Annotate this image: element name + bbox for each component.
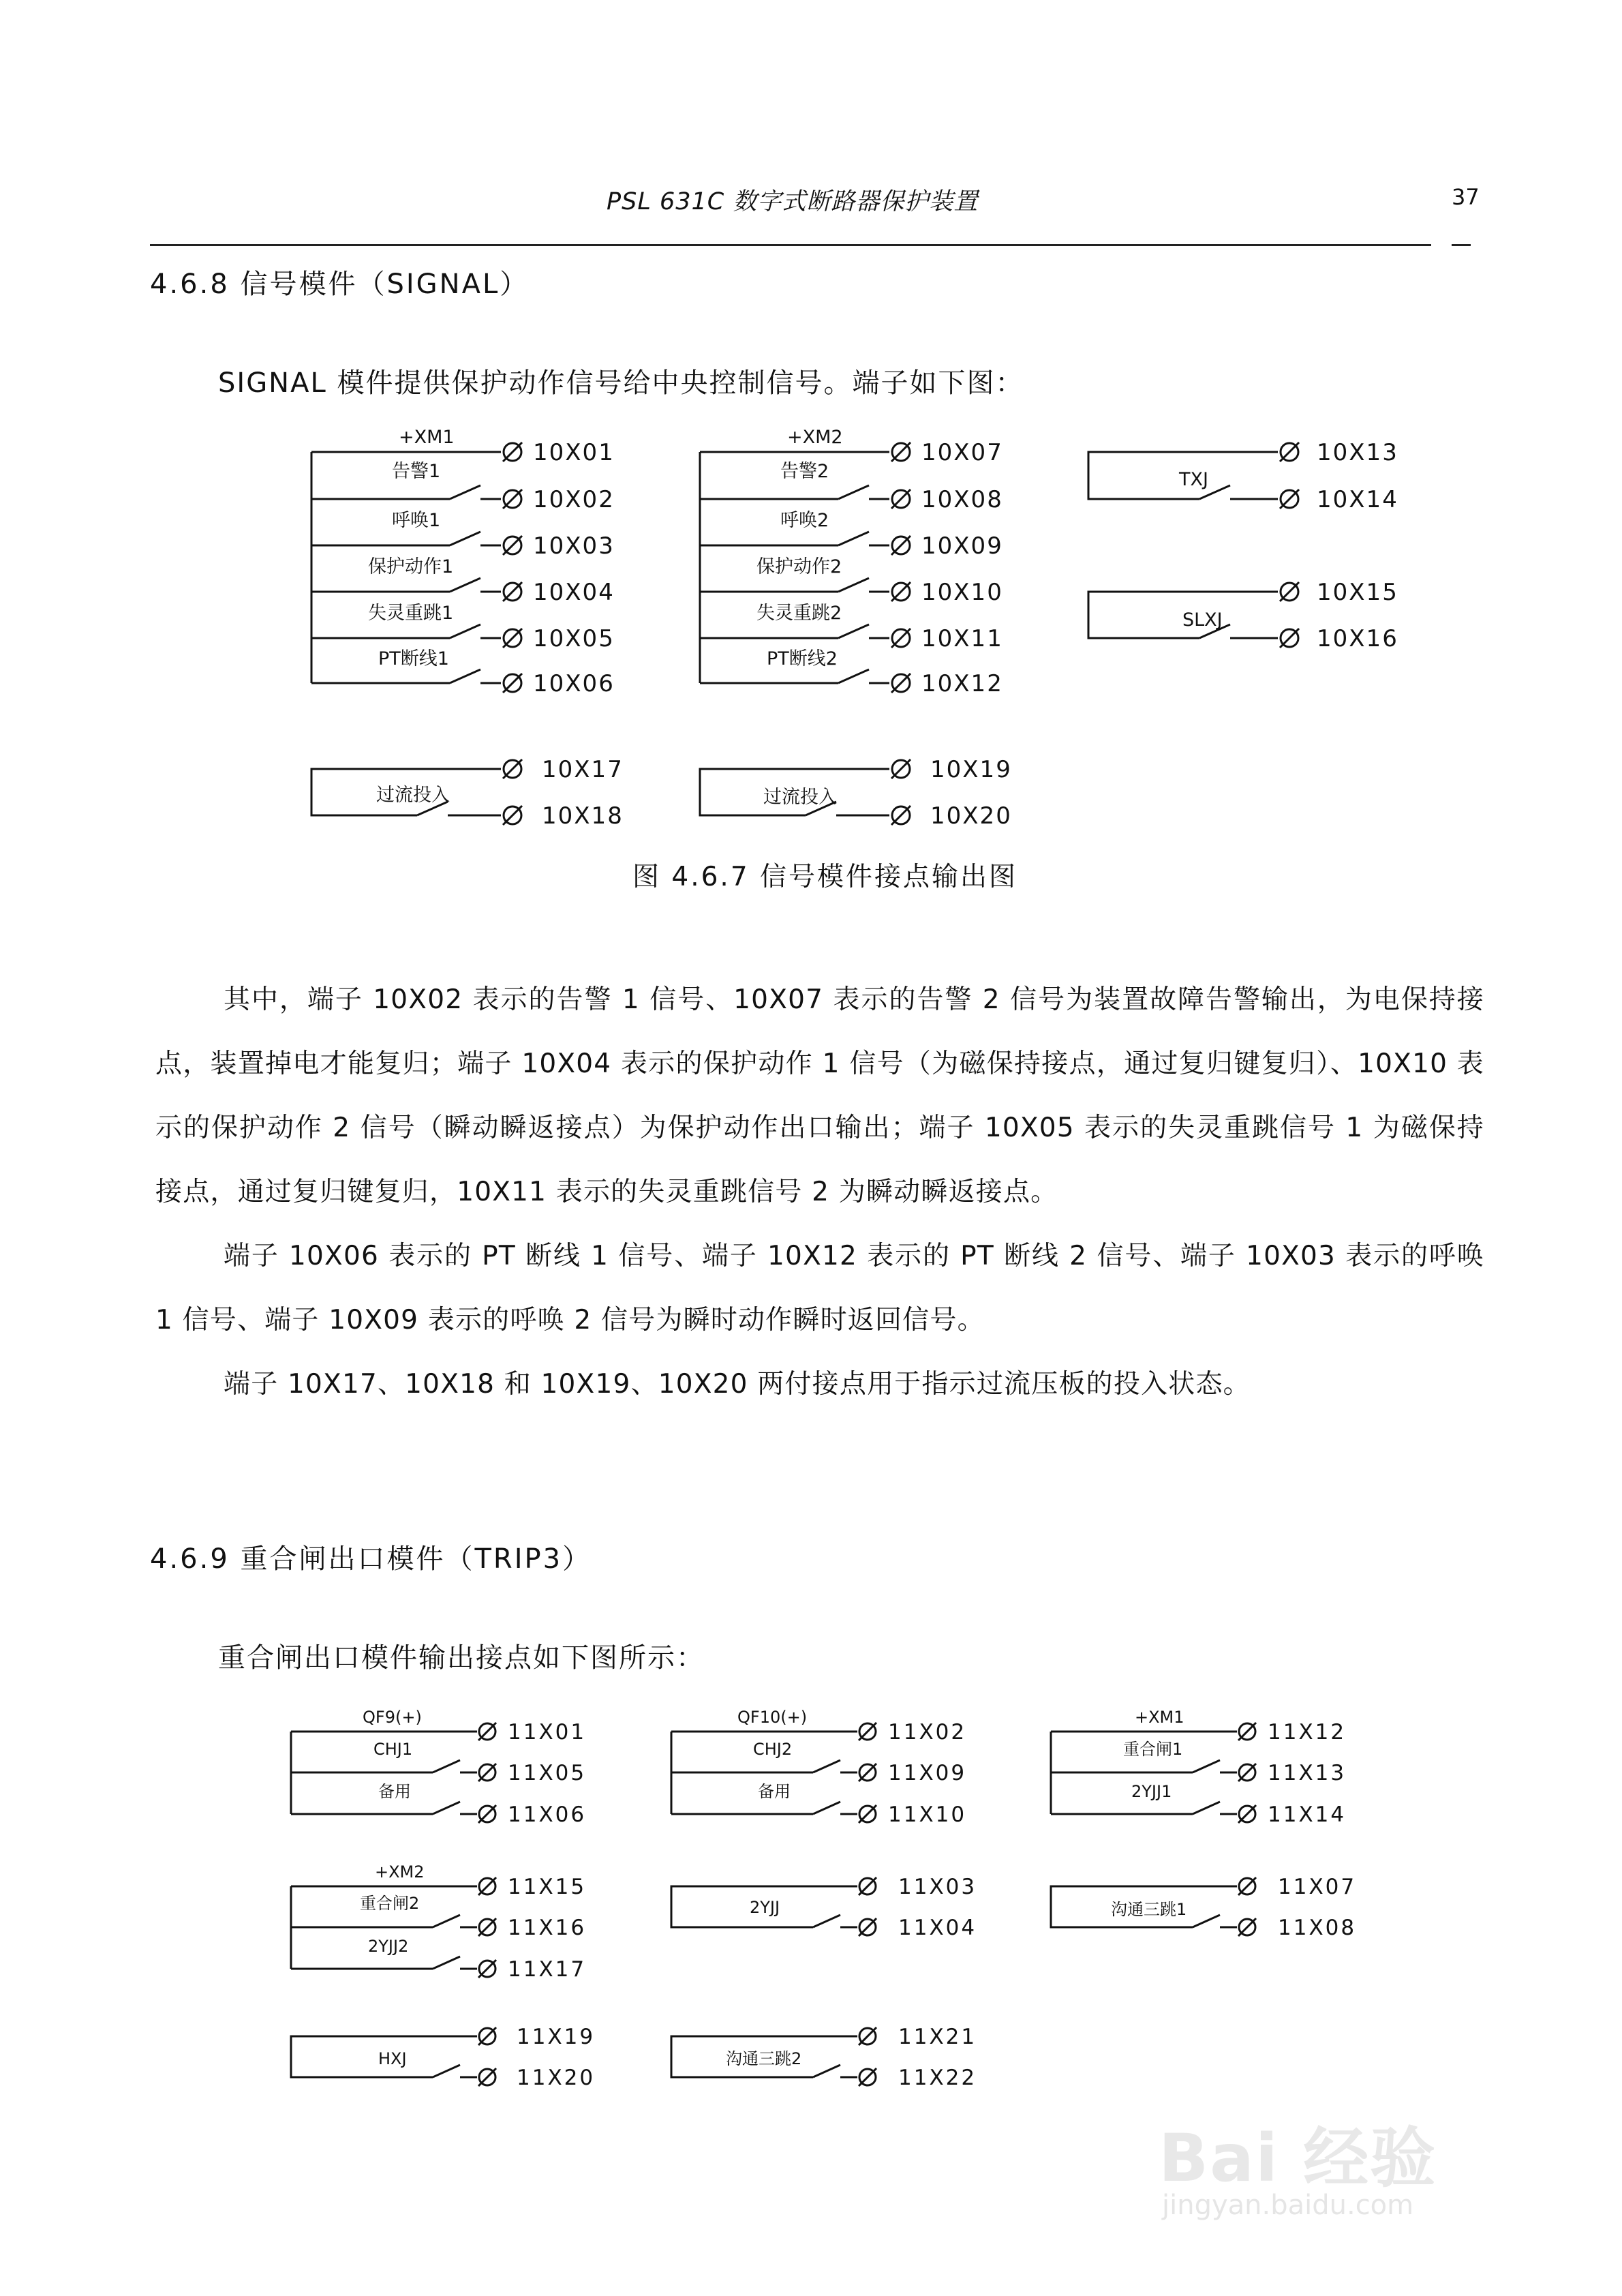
t-p3-label: HXJ bbox=[378, 2049, 407, 2068]
t-g1-terminal-1: 11X01 bbox=[508, 1720, 587, 1744]
t-g2-label-2: 备用 bbox=[758, 1782, 791, 1801]
g2-label-3: 保护动作2 bbox=[756, 556, 842, 577]
t-g1-terminal-2: 11X05 bbox=[508, 1761, 587, 1785]
watermark-url: jingyan.baidu.com bbox=[1162, 2190, 1414, 2221]
g2-terminal-2: 10X08 bbox=[921, 486, 1003, 513]
t-g3-label-2: 2YJJ1 bbox=[1131, 1782, 1172, 1801]
g2-terminal-4: 10X10 bbox=[921, 579, 1003, 606]
g1-terminal-4: 10X04 bbox=[533, 579, 615, 606]
t-g1-source: QF9(+) bbox=[363, 1708, 422, 1727]
t-g4-terminal-2: 11X16 bbox=[508, 1916, 587, 1940]
g1-terminal-5: 10X05 bbox=[533, 625, 615, 652]
g1-label-1: 告警1 bbox=[392, 461, 441, 482]
t-p4-terminal-1: 11X21 bbox=[898, 2025, 977, 2049]
t-p2-label: 沟通三跳1 bbox=[1111, 1900, 1187, 1919]
t-g3-label-1: 重合闸1 bbox=[1123, 1740, 1183, 1759]
over1-terminal-2: 10X18 bbox=[542, 802, 624, 830]
t-g4-terminal-3: 11X17 bbox=[508, 1957, 587, 1982]
page-number-rule bbox=[1452, 244, 1471, 246]
t-p1-terminal-1: 11X03 bbox=[898, 1875, 977, 1899]
t-g2-source: QF10(+) bbox=[737, 1708, 808, 1727]
g1-source-label: +XM1 bbox=[399, 427, 455, 448]
slxj-label: SLXJ bbox=[1182, 609, 1223, 631]
g1-label-5: PT断线1 bbox=[378, 648, 449, 669]
t-g1-terminal-3: 11X06 bbox=[508, 1802, 587, 1827]
g2-terminal-1: 10X07 bbox=[921, 439, 1003, 466]
g1-terminal-3: 10X03 bbox=[533, 532, 615, 560]
header-title: PSL 631C 数字式断路器保护装置 bbox=[607, 188, 979, 215]
txj-terminal-1: 10X13 bbox=[1317, 439, 1398, 466]
over1-label: 过流投入 bbox=[376, 785, 450, 806]
g2-label-1: 告警2 bbox=[780, 461, 829, 482]
g2-terminal-6: 10X12 bbox=[921, 670, 1003, 697]
over2-terminal-2: 10X20 bbox=[930, 802, 1012, 830]
t-g3-terminal-2: 11X13 bbox=[1268, 1761, 1347, 1785]
t-p1-label: 2YJJ bbox=[750, 1898, 780, 1917]
over1-terminal-1: 10X17 bbox=[542, 756, 624, 783]
signal-module-diagram bbox=[0, 409, 1622, 845]
g2-label-4: 失灵重跳2 bbox=[756, 603, 842, 624]
t-p2-terminal-2: 11X08 bbox=[1278, 1916, 1357, 1940]
t-p3-terminal-1: 11X19 bbox=[517, 2025, 596, 2049]
g1-terminal-circles bbox=[503, 442, 522, 693]
txj-label: TXJ bbox=[1179, 469, 1208, 490]
header-rule bbox=[150, 244, 1431, 246]
g1-terminal-2: 10X02 bbox=[533, 486, 615, 513]
t-p2-terminal-1: 11X07 bbox=[1278, 1875, 1357, 1899]
g2-terminal-circles bbox=[891, 442, 911, 693]
paragraph-3: 端子 10X17、10X18 和 10X19、10X20 两付接点用于指示过流压板的投入状态。 bbox=[224, 1369, 1251, 1400]
paragraph-2: 端子 10X06 表示的 PT 断线 1 信号、端子 10X12 表示的 PT 断线 2 信号、端子 10X03 表示的呼唤 1 信号、端子 10X09 表示的呼唤 2 信号为瞬时动作瞬时返回信号。 bbox=[155, 1241, 1484, 1335]
section-heading-469: 4.6.9 重合闸出口模件（TRIP3） bbox=[150, 1543, 592, 1575]
t-g4-label-1: 重合闸2 bbox=[360, 1894, 420, 1913]
t-g4-source: +XM2 bbox=[375, 1862, 425, 1882]
section-heading-468: 4.6.8 信号模件（SIGNAL） bbox=[150, 269, 530, 300]
g1-label-3: 保护动作1 bbox=[368, 556, 454, 577]
t-p4-terminal-2: 11X22 bbox=[898, 2066, 977, 2090]
g1-terminal-6: 10X06 bbox=[533, 670, 615, 697]
over2-label: 过流投入 bbox=[763, 787, 837, 808]
g2-source-label: +XM2 bbox=[787, 427, 843, 448]
t-g2-terminal-1: 11X02 bbox=[888, 1720, 967, 1744]
g2-label-2: 呼唤2 bbox=[780, 510, 829, 531]
page-number: 37 bbox=[1452, 184, 1480, 210]
slxj-terminal-1: 10X15 bbox=[1317, 579, 1398, 606]
g1-label-2: 呼唤1 bbox=[392, 510, 441, 531]
t-g3-terminal-1: 11X12 bbox=[1268, 1720, 1347, 1744]
g1-label-4: 失灵重跳1 bbox=[368, 603, 454, 624]
g2-terminal-3: 10X09 bbox=[921, 532, 1003, 560]
section-468-body bbox=[155, 968, 1484, 1417]
section-469-intro: 重合闸出口模件输出接点如下图所示： bbox=[218, 1642, 705, 1674]
g2-terminal-5: 10X11 bbox=[921, 625, 1003, 652]
g2-label-5: PT断线2 bbox=[767, 648, 838, 669]
figure-caption-467: 图 4.6.7 信号模件接点输出图 bbox=[632, 862, 1018, 892]
watermark-logo: Bai 经验 bbox=[1159, 2120, 1437, 2196]
t-g3-source: +XM1 bbox=[1135, 1708, 1184, 1727]
t-p4-label: 沟通三跳2 bbox=[726, 2049, 802, 2068]
t-g1-label-1: CHJ1 bbox=[373, 1740, 413, 1759]
section-468-intro: SIGNAL 模件提供保护动作信号给中央控制信号。端子如下图： bbox=[218, 367, 1024, 399]
paragraph-1: 其中，端子 10X02 表示的告警 1 信号、10X07 表示的告警 2 信号为装置故障告警输出，为电保持接点，装置掉电才能复归；端子 10X04 表示的保护动作 1 信号（为磁保持接点，通过复归键复归）、10X10 表示的保护动作 2 信号（瞬动瞬返接点）为保护动作出口输出；端子 10X05 表示的失灵重跳信号 1 为磁保持接点，通过复归键复归，10X11 表示的失灵重跳信号 2 为瞬动瞬返接点。 bbox=[155, 984, 1484, 1207]
t-g2-terminal-2: 11X09 bbox=[888, 1761, 967, 1785]
t-g3-terminal-3: 11X14 bbox=[1268, 1802, 1347, 1827]
t-g4-terminal-1: 11X15 bbox=[508, 1875, 587, 1899]
t-g2-terminal-3: 11X10 bbox=[888, 1802, 967, 1827]
trip3-module-diagram bbox=[0, 1691, 1622, 2100]
t-g2-label-1: CHJ2 bbox=[753, 1740, 793, 1759]
t-p1-terminal-2: 11X04 bbox=[898, 1916, 977, 1940]
t-p3-terminal-2: 11X20 bbox=[517, 2066, 596, 2090]
slxj-terminal-2: 10X16 bbox=[1317, 625, 1398, 652]
over2-terminal-1: 10X19 bbox=[930, 756, 1012, 783]
g1-terminal-1: 10X01 bbox=[533, 439, 615, 466]
t-g4-label-2: 2YJJ2 bbox=[368, 1937, 409, 1956]
txj-terminal-2: 10X14 bbox=[1317, 486, 1398, 513]
t-g1-label-2: 备用 bbox=[378, 1782, 411, 1801]
